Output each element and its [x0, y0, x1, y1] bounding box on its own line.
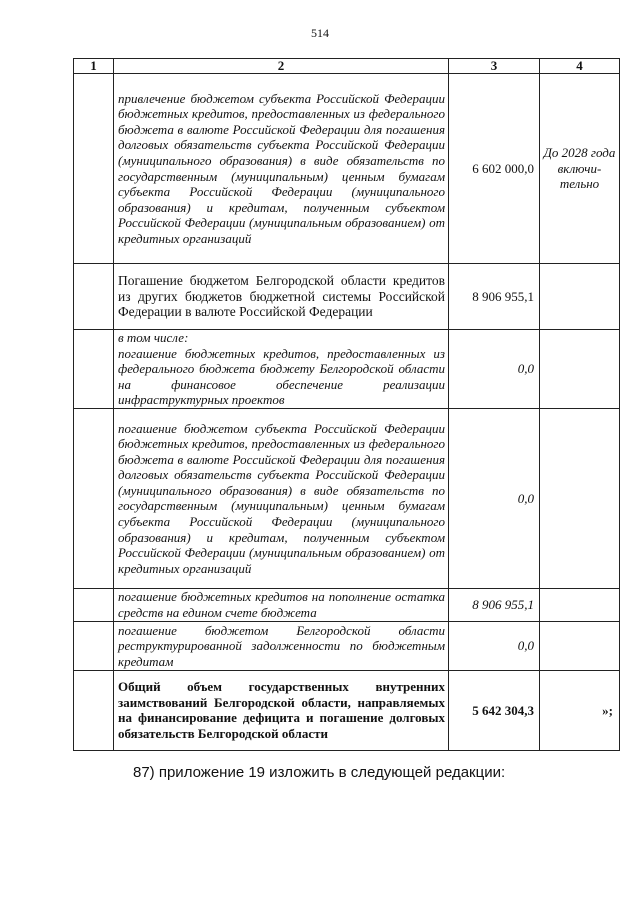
row-amount: 6 602 000,0	[449, 74, 540, 264]
table-row	[74, 74, 620, 264]
item-87-text: 87) приложение 19 изложить в следующей редакции:	[133, 764, 506, 781]
row-amount: 0,0	[449, 330, 540, 409]
row-index-cell	[74, 408, 114, 588]
row-description: погашение бюджетных кредитов на пополнение остатка средств на едином счете бюджета	[114, 588, 449, 621]
table-row	[74, 588, 620, 621]
row-description: Общий объем государственных внутренних заимствований Белгородской области, направляемых на финансирование дефицита и погашение долговых обязательств Белгородской области	[114, 670, 449, 750]
row-description: привлечение бюджетом субъекта Российской Федерации бюджетных кредитов, предоставленных из федерального бюджета в валюте Российской Федерации для погашения долговых обязательств субъекта Российской Федерации (муниципального образования) в виде обязательств по государственным (муниципальным) ценным бумагам субъекта Российской Федерации (муниципального образования) и кредитам, полученным субъектом Российской Федерации (муниципальным образованием) от кредитных организаций	[114, 74, 449, 264]
row-term	[540, 588, 620, 621]
header-col-1: 1	[74, 59, 114, 74]
row-amount: 5 642 304,3	[449, 670, 540, 750]
header-col-4: 4	[540, 59, 620, 74]
page-number: 514	[311, 26, 329, 40]
row-description-prefix: в том числе:	[118, 330, 189, 345]
row-amount: 0,0	[449, 408, 540, 588]
row-term	[540, 621, 620, 670]
table-row-total	[74, 670, 620, 750]
header-col-2: 2	[114, 59, 449, 74]
row-index-cell	[74, 330, 114, 409]
row-index-cell	[74, 74, 114, 264]
row-term	[540, 330, 620, 409]
row-description: погашение бюджетом Белгородской области реструктурированной задолженности по бюджетным кредитам	[114, 621, 449, 670]
table-row	[74, 408, 620, 588]
row-term	[540, 408, 620, 588]
row-term: »;	[540, 670, 620, 750]
borrowing-table	[73, 58, 620, 751]
row-amount: 8 906 955,1	[449, 588, 540, 621]
row-index-cell	[74, 588, 114, 621]
table-header-row	[74, 59, 620, 74]
table-row	[74, 621, 620, 670]
row-description-cell	[114, 330, 449, 409]
row-amount: 8 906 955,1	[449, 264, 540, 330]
row-index-cell	[74, 264, 114, 330]
row-description: погашение бюджетных кредитов, предоставленных из федерального бюджета бюджету Белгородской области на финансовое обеспечение реализации инфраструктурных проектов	[118, 345, 445, 408]
table-row	[74, 330, 620, 409]
header-col-3: 3	[449, 59, 540, 74]
row-amount: 0,0	[449, 621, 540, 670]
row-description: погашение бюджетом субъекта Российской Федерации бюджетных кредитов, предоставленных из федерального бюджета в валюте Российской Федерации для погашения долговых обязательств субъекта Российской Федерации (муниципального образования) в виде обязательств по государственным (муниципальным) ценным бумагам субъекта Российской Федерации (муниципального образования) и кредитам, полученным субъектом Российской Федерации (муниципальным образованием) от кредитных организаций	[114, 408, 449, 588]
row-term	[540, 264, 620, 330]
row-index-cell	[74, 670, 114, 750]
row-index-cell	[74, 621, 114, 670]
row-description: Погашение бюджетом Белгородской области кредитов из других бюджетов бюджетной системы Российской Федерации в валюте Российской Федерации	[114, 264, 449, 330]
table-row	[74, 264, 620, 330]
row-term: До 2028 года включи-тельно	[540, 74, 620, 264]
